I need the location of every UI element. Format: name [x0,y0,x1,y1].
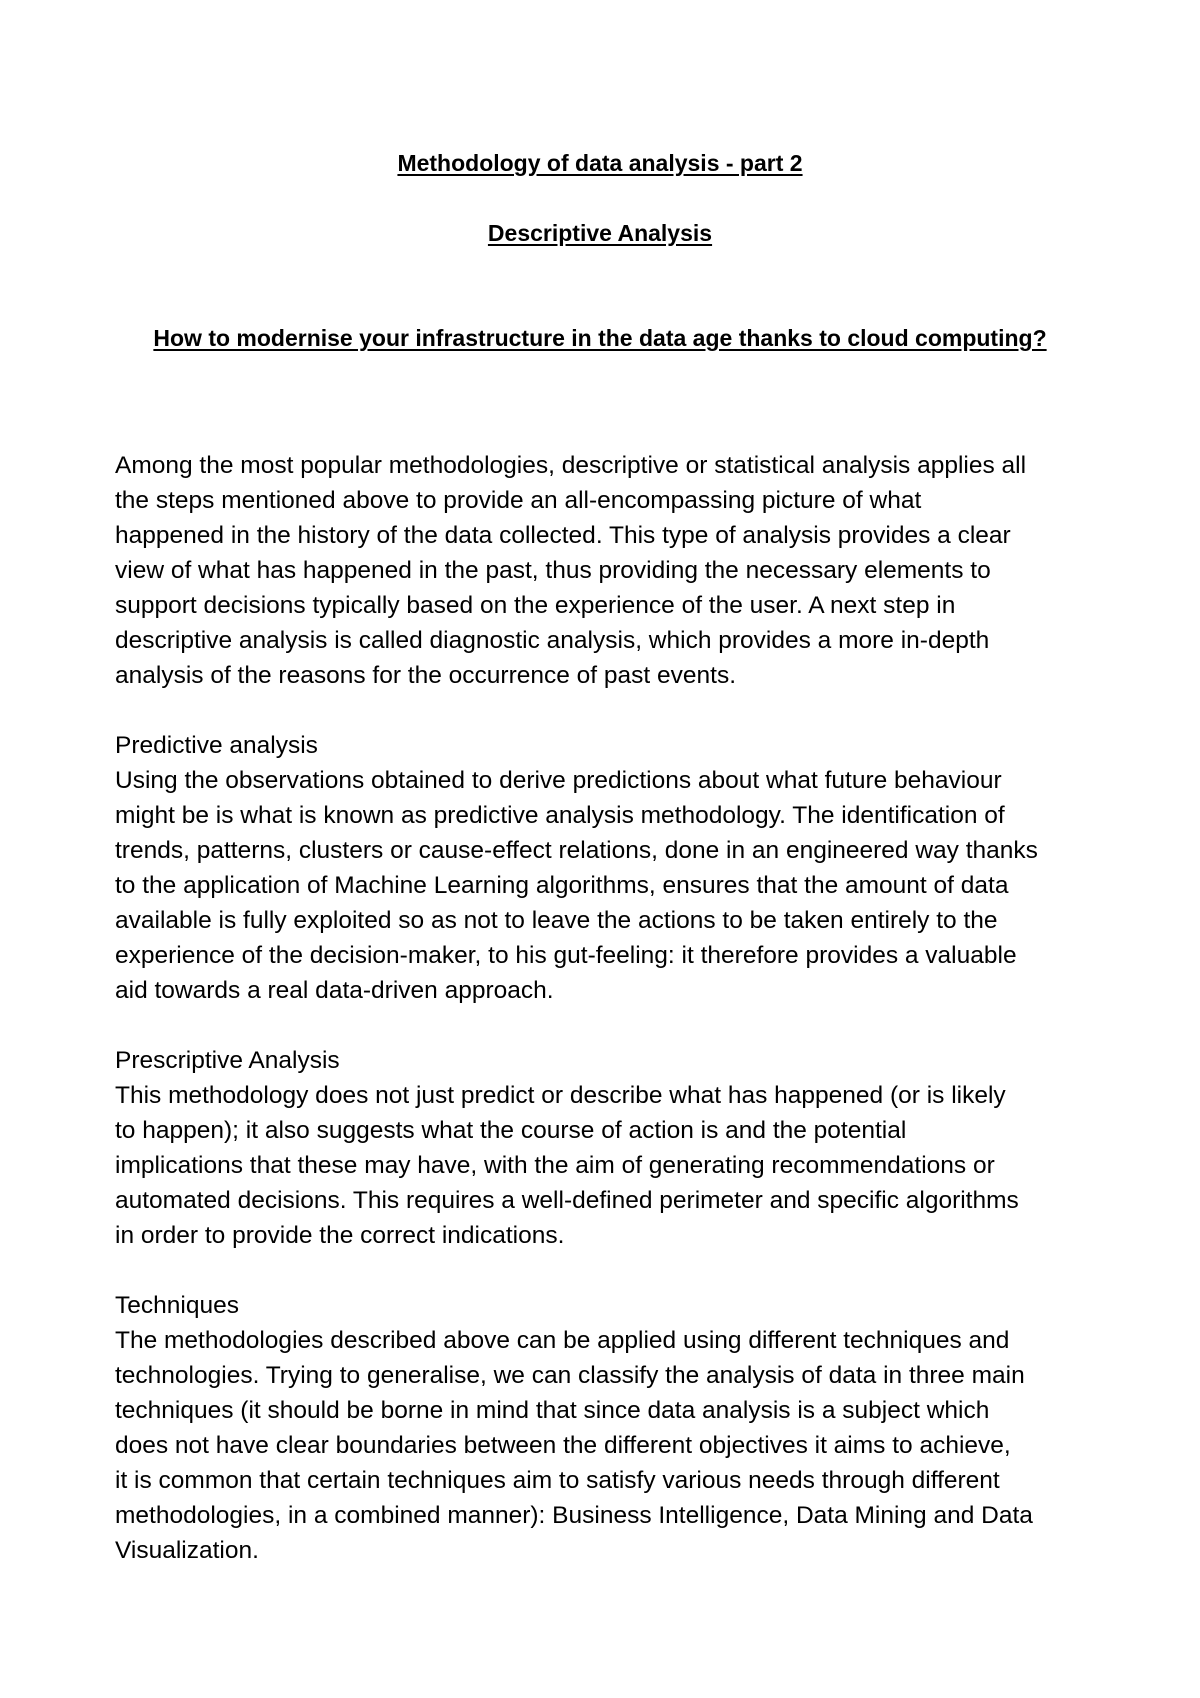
paragraph-line: aid towards a real data-driven approach. [115,977,554,1004]
paragraph-line: descriptive analysis is called diagnostic analysis, which provides a more in-depth [115,627,990,654]
paragraph-line: analysis of the reasons for the occurrence of past events. [115,662,737,689]
paragraph-line: might be is what is known as predictive analysis methodology. The identification of [115,802,1005,829]
prescriptive-heading: Prescriptive Analysis [115,1047,340,1074]
paragraph-line: happened in the history of the data collected. This type of analysis provides a clear [115,522,1011,549]
intro-paragraph [115,448,1095,693]
paragraph-line: in order to provide the correct indications. [115,1222,565,1249]
techniques-heading: Techniques [115,1292,239,1319]
predictive-section [115,728,1095,1008]
paragraph-line: does not have clear boundaries between the different objectives it aims to achieve, [115,1432,1011,1459]
paragraph-line: Among the most popular methodologies, descriptive or statistical analysis applies all [115,452,1027,479]
predictive-heading: Predictive analysis [115,732,318,759]
document-title: Methodology of data analysis - part 2 [397,150,803,176]
section-heading-descriptive: Descriptive Analysis [487,220,713,246]
paragraph-line: This methodology does not just predict or describe what has happened (or is likely [115,1082,1006,1109]
paragraph-line: automated decisions. This requires a well-defined perimeter and specific algorithms [115,1187,1019,1214]
prescriptive-section [115,1043,1095,1253]
paragraph-line: techniques (it should be borne in mind that since data analysis is a subject which [115,1397,990,1424]
paragraph-line: support decisions typically based on the experience of the user. A next step in [115,592,956,619]
paragraph-line: the steps mentioned above to provide an all-encompassing picture of what [115,487,922,514]
paragraph-line: available is fully exploited so as not to leave the actions to be taken entirely to the [115,907,998,934]
techniques-section [115,1288,1095,1568]
paragraph-line: it is common that certain techniques aim to satisfy various needs through different [115,1467,1000,1494]
paragraph-line: The methodologies described above can be applied using different techniques and [115,1327,1010,1354]
paragraph-line: experience of the decision-maker, to his gut-feeling: it therefore provides a valuable [115,942,1017,969]
paragraph-line: Using the observations obtained to derive predictions about what future behaviour [115,767,1002,794]
question-heading: How to modernise your infrastructure in the data age thanks to cloud computing? [153,325,1047,351]
paragraph-line: to the application of Machine Learning algorithms, ensures that the amount of data [115,872,1009,899]
paragraph-line: technologies. Trying to generalise, we can classify the analysis of data in three main [115,1362,1025,1389]
paragraph-line: trends, patterns, clusters or cause-effect relations, done in an engineered way thanks [115,837,1038,864]
paragraph-line: view of what has happened in the past, thus providing the necessary elements to [115,557,991,584]
paragraph-line: to happen); it also suggests what the course of action is and the potential [115,1117,907,1144]
paragraph-line: methodologies, in a combined manner): Business Intelligence, Data Mining and Data [115,1502,1033,1529]
paragraph-line: implications that these may have, with the aim of generating recommendations or [115,1152,995,1179]
paragraph-line: Visualization. [115,1537,259,1564]
